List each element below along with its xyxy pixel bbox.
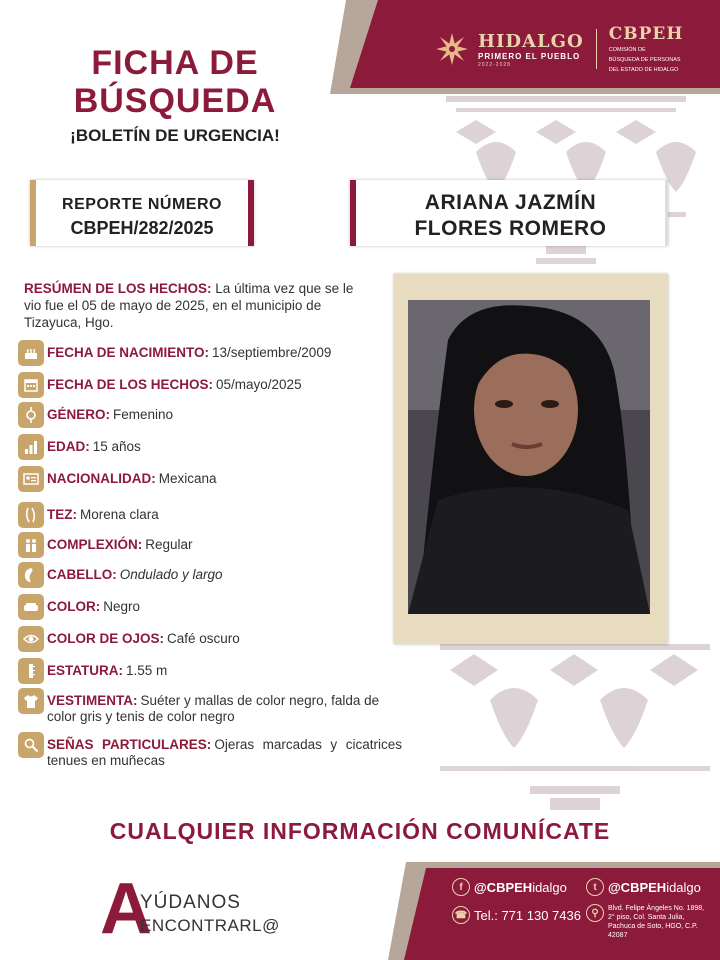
twitter-link[interactable] bbox=[586, 878, 701, 896]
person-name-box bbox=[350, 180, 668, 246]
twitter-handle-bold: @CBPEH bbox=[608, 879, 667, 895]
face-icon bbox=[18, 502, 44, 528]
detail-label: COMPLEXIÓN: bbox=[47, 537, 143, 552]
detail-value: Negro bbox=[103, 599, 141, 614]
urgency-banner: ¡BOLETÍN DE URGENCIA! bbox=[70, 126, 280, 145]
detail-age bbox=[18, 434, 402, 460]
address bbox=[586, 904, 706, 940]
person-name-line2: FLORES ROMERO bbox=[414, 217, 607, 240]
id-card-icon bbox=[18, 466, 44, 492]
detail-label: GÉNERO: bbox=[47, 407, 111, 422]
detail-value: 15 años bbox=[92, 439, 141, 454]
detail-label: FECHA DE LOS HECHOS: bbox=[47, 377, 214, 392]
detail-value: Regular bbox=[145, 537, 193, 552]
detail-value: Ojeras marcadas y cicatrices tenues en muñecas bbox=[47, 737, 402, 768]
detail-label: EDAD: bbox=[47, 439, 90, 454]
detail-height bbox=[18, 658, 402, 684]
decorative-pattern-bottom bbox=[430, 640, 720, 820]
detail-marks bbox=[18, 732, 402, 769]
cbpeh-logo bbox=[609, 24, 684, 74]
ayudanos-logo-letter: A bbox=[100, 869, 152, 949]
cake-icon bbox=[18, 340, 44, 366]
detail-value: 1.55 m bbox=[126, 663, 168, 678]
hidalgo-logo-text: HIDALGO bbox=[478, 30, 584, 52]
hidalgo-logo-years: 2022-2028 bbox=[478, 61, 511, 68]
header-logos bbox=[434, 24, 683, 74]
detail-label: TEZ: bbox=[47, 507, 77, 522]
cbpeh-logo-line3: DEL ESTADO DE HIDALGO bbox=[608, 67, 679, 73]
cbpeh-logo-line1: COMISIÓN DE bbox=[608, 47, 646, 53]
page-title bbox=[50, 44, 300, 120]
detail-birthdate bbox=[18, 340, 402, 366]
shirt-icon bbox=[18, 688, 44, 714]
detail-value: Mexicana bbox=[158, 471, 217, 486]
detail-value: Morena clara bbox=[80, 507, 159, 522]
detail-value: Ondulado y largo bbox=[119, 567, 223, 582]
address-text: Blvd. Felipe Ángeles No. 1898, 2° piso, Col. Santa Julia, Pachuca de Soto, HGO, C.P. 42087 bbox=[608, 905, 705, 939]
detail-eye-color bbox=[18, 626, 402, 652]
hidalgo-logo bbox=[478, 31, 584, 68]
title-line1: FICHA DE bbox=[91, 44, 259, 82]
report-number-box bbox=[30, 180, 254, 246]
detail-value: 05/mayo/2025 bbox=[216, 377, 302, 392]
phone-icon: ☎ bbox=[452, 906, 470, 924]
location-pin-icon: ⚲ bbox=[586, 904, 604, 922]
report-number-label: REPORTE NÚMERO bbox=[62, 196, 222, 213]
person-name-line1: ARIANA JAZMÍN bbox=[424, 191, 597, 214]
person-name bbox=[356, 190, 665, 242]
cbpeh-logo-text: CBPEH bbox=[608, 24, 684, 44]
detail-label: COLOR: bbox=[47, 599, 101, 614]
contact-call-to-action: CUALQUIER INFORMACIÓN COMUNÍCATE bbox=[109, 818, 611, 844]
age-icon bbox=[18, 434, 44, 460]
detail-label: FECHA DE NACIMIENTO: bbox=[47, 345, 209, 360]
detail-label: ESTATURA: bbox=[47, 663, 123, 678]
hidalgo-star-icon bbox=[434, 31, 470, 67]
report-number-value: CBPEH/282/2025 bbox=[70, 218, 214, 238]
logo-separator bbox=[596, 29, 597, 69]
title-line2: BÚSQUEDA bbox=[73, 82, 277, 120]
facebook-handle-rest: idalgo bbox=[532, 879, 567, 895]
facebook-icon: f bbox=[452, 878, 470, 896]
detail-build bbox=[18, 532, 402, 558]
detail-label: CABELLO: bbox=[47, 567, 117, 582]
ayudanos-logo-line2: ENCONTRARL@ bbox=[140, 916, 280, 935]
magnifier-icon bbox=[18, 732, 44, 758]
eye-icon bbox=[18, 626, 44, 652]
detail-label: VESTIMENTA: bbox=[47, 693, 138, 708]
detail-clothing bbox=[18, 688, 402, 725]
summary bbox=[24, 280, 362, 331]
twitter-handle-rest: idalgo bbox=[666, 879, 701, 895]
detail-label: SEÑAS PARTICULARES: bbox=[47, 737, 212, 752]
detail-value: Café oscuro bbox=[167, 631, 240, 646]
detail-hair bbox=[18, 562, 402, 588]
hair-icon bbox=[18, 562, 44, 588]
detail-label: COLOR DE OJOS: bbox=[47, 631, 165, 646]
detail-skin bbox=[18, 502, 402, 528]
detail-nationality bbox=[18, 466, 402, 492]
detail-value: 13/septiembre/2009 bbox=[212, 345, 332, 360]
ayudanos-logo-line1: YÚDANOS bbox=[140, 892, 241, 913]
gender-icon bbox=[18, 402, 44, 428]
detail-gender bbox=[18, 402, 402, 428]
ruler-icon bbox=[18, 658, 44, 684]
person-photo bbox=[408, 300, 650, 614]
detail-event-date bbox=[18, 372, 402, 398]
detail-label: NACIONALIDAD: bbox=[47, 471, 156, 486]
calendar-icon bbox=[18, 372, 44, 398]
photo-frame bbox=[394, 274, 668, 644]
body-icon bbox=[18, 532, 44, 558]
hair-color-icon bbox=[18, 594, 44, 620]
summary-text: La última vez que se le vio fue el 05 de mayo de 2025, en el municipio de Tizayuca, Hgo. bbox=[24, 281, 354, 330]
facebook-link[interactable] bbox=[452, 878, 567, 896]
detail-value: Femenino bbox=[113, 407, 174, 422]
detail-value: Suéter y mallas de color negro, falda de color gris y tenis de color negro bbox=[47, 693, 380, 724]
summary-label: RESÚMEN DE LOS HECHOS: bbox=[24, 281, 212, 296]
facebook-handle-bold: @CBPEH bbox=[474, 879, 533, 895]
hidalgo-logo-sub: PRIMERO EL PUEBLO bbox=[478, 51, 581, 61]
phone-link[interactable] bbox=[452, 906, 581, 924]
ayudanos-logo bbox=[100, 869, 300, 949]
detail-hair-color bbox=[18, 594, 402, 620]
twitter-icon: t bbox=[586, 878, 604, 896]
cbpeh-logo-line2: BÚSQUEDA DE PERSONAS bbox=[608, 57, 681, 63]
phone-number: Tel.: 771 130 7436 bbox=[474, 907, 581, 923]
